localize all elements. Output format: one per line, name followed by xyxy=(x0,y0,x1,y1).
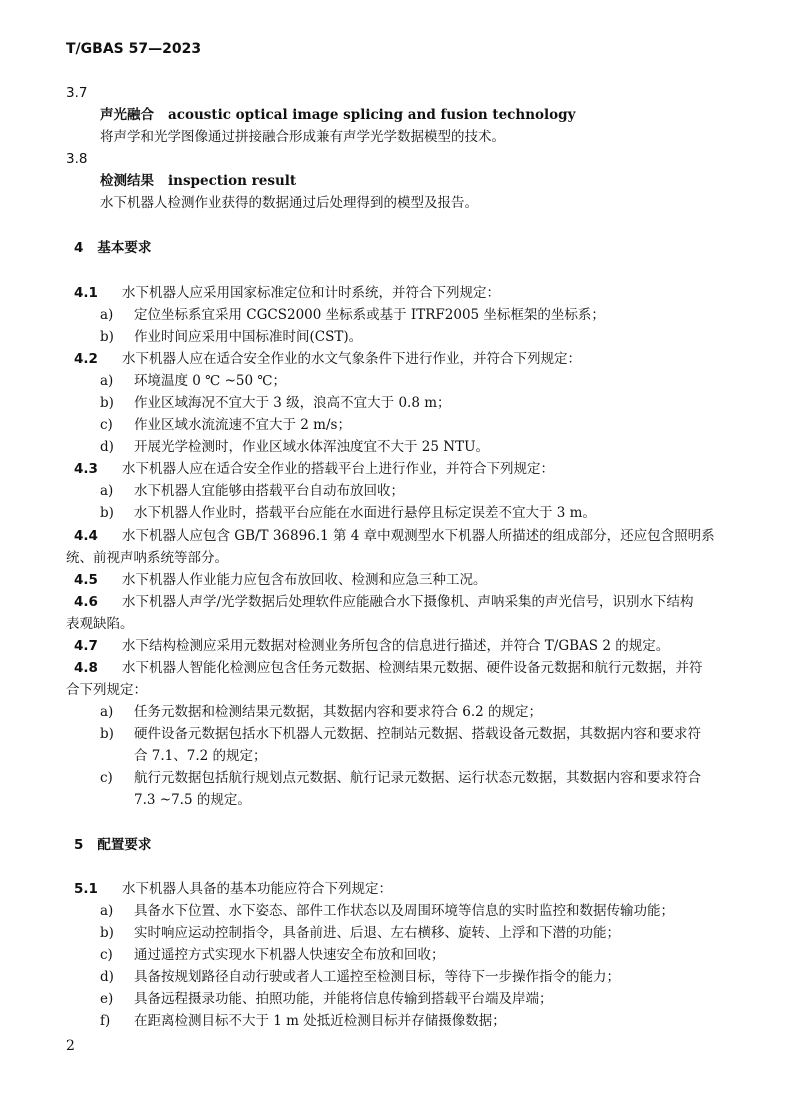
list-item-continuation: 合 7.1、7.2 的规定； xyxy=(134,748,267,764)
list-item: a) 环境温度 0 ℃ ~50 ℃； xyxy=(100,373,286,389)
clause-3-8-term-line xyxy=(100,172,296,190)
clause-4-8 xyxy=(74,659,703,677)
clause-text: 水下机器人作业能力应包含布放回收、检测和应急三种工况。 xyxy=(122,572,487,588)
clause-text: 水下机器人应包含 GB/T 36896.1 第 4 章中观测型水下机器人所描述的组成部分，还应包含照明系 xyxy=(122,528,715,544)
list-item: b) 实时响应运动控制指令，具备前进、后退、左右横移、旋转、上浮和下潜的功能； xyxy=(100,925,620,941)
clause-text: 水下机器人应在适合安全作业的搭载平台上进行作业，并符合下列规定： xyxy=(122,461,554,477)
clause-3-7-definition: 将声学和光学图像通过拼接融合形成兼有声学光学数据模型的技术。 xyxy=(100,129,505,145)
clause-3-8-definition: 水下机器人检测作业获得的数据通过后处理得到的模型及报告。 xyxy=(100,195,478,211)
clause-4-6-continuation: 表观缺陷。 xyxy=(66,616,134,632)
clause-text: 水下机器人具备的基本功能应符合下列规定： xyxy=(122,881,392,897)
clause-4-4-continuation: 统、前视声呐系统等部分。 xyxy=(66,550,228,566)
clause-number: 4.1 xyxy=(74,285,98,301)
term-zh: 声光融合 xyxy=(100,107,154,123)
clause-number: 4.7 xyxy=(74,638,98,654)
list-item: e) 具备远程摄录功能、拍照功能，并能将信息传输到搭载平台端及岸端； xyxy=(100,991,553,1007)
document-id-header: T/GBAS 57—2023 xyxy=(66,41,202,57)
clause-number: 4.2 xyxy=(74,351,98,367)
clause-text: 水下机器人应在适合安全作业的水文气象条件下进行作业，并符合下列规定： xyxy=(122,351,581,367)
list-item: c) 航行元数据包括航行规划点元数据、航行记录元数据、运行状态元数据，其数据内容和要求符合 xyxy=(100,770,701,786)
clause-4-1 xyxy=(74,284,500,302)
clause-4-4 xyxy=(74,527,715,545)
list-item: b) 水下机器人作业时，搭载平台应能在水面进行悬停且标定误差不宜大于 3 m。 xyxy=(100,505,596,521)
list-item: d) 具备按规划路径自动行驶或者人工遥控至检测目标，等待下一步操作指令的能力； xyxy=(100,969,620,985)
clause-4-5 xyxy=(74,571,487,589)
list-item: f) 在距离检测目标不大于 1 m 处抵近检测目标并存储摄像数据； xyxy=(100,1013,506,1029)
chapter-title: 配置要求 xyxy=(97,837,152,853)
clause-text: 水下机器人声学/光学数据后处理软件应能融合水下摄像机、声呐采集的声光信号，识别水下结构 xyxy=(122,594,694,610)
clause-number: 4.5 xyxy=(74,572,98,588)
clause-text: 水下结构检测应采用元数据对检测业务所包含的信息进行描述，并符合 T/GBAS 2 的规定。 xyxy=(122,638,670,654)
clause-number: 5.1 xyxy=(74,881,98,897)
list-item: b) 作业区域海况不宜大于 3 级，浪高不宜大于 0.8 m； xyxy=(100,395,451,411)
list-item: a) 定位坐标系宜采用 CGCS2000 坐标系或基于 ITRF2005 坐标框架的坐标系； xyxy=(100,307,605,323)
clause-4-2 xyxy=(74,350,581,368)
clause-3-7-number: 3.7 xyxy=(66,85,88,101)
clause-3-7-term-line xyxy=(100,106,575,124)
clause-number: 4.8 xyxy=(74,660,98,676)
clause-4-3 xyxy=(74,460,554,478)
clause-4-7 xyxy=(74,637,669,655)
list-item: d) 开展光学检测时，作业区域水体浑浊度宜不大于 25 NTU。 xyxy=(100,439,489,455)
clause-3-8-number: 3.8 xyxy=(66,151,88,167)
chapter-5-heading xyxy=(74,836,151,854)
chapter-4-heading xyxy=(74,239,151,257)
list-item: a) 具备水下位置、水下姿态、部件工作状态以及周围环境等信息的实时监控和数据传输功能； xyxy=(100,903,674,919)
clause-4-6 xyxy=(74,593,694,611)
clause-number: 4.6 xyxy=(74,594,98,610)
list-item-continuation: 7.3 ~7.5 的规定。 xyxy=(134,792,251,808)
chapter-number: 5 xyxy=(74,837,84,853)
list-item: a) 任务元数据和检测结果元数据，其数据内容和要求符合 6.2 的规定； xyxy=(100,704,543,720)
list-item: b) 作业时间应采用中国标准时间(CST)。 xyxy=(100,329,363,345)
chapter-title: 基本要求 xyxy=(97,240,152,256)
term-en: inspection result xyxy=(168,173,297,189)
clause-4-8-continuation: 合下列规定： xyxy=(66,682,147,698)
clause-number: 4.3 xyxy=(74,461,98,477)
clause-text: 水下机器人智能化检测应包含任务元数据、检测结果元数据、硬件设备元数据和航行元数据，并符 xyxy=(122,660,703,676)
term-en: acoustic optical image splicing and fusion technology xyxy=(168,107,576,123)
list-item: b) 硬件设备元数据包括水下机器人元数据、控制站元数据、搭载设备元数据，其数据内容和要求符 xyxy=(100,726,701,742)
chapter-number: 4 xyxy=(74,240,84,256)
clause-text: 水下机器人应采用国家标准定位和计时系统，并符合下列规定： xyxy=(122,285,500,301)
clause-number: 4.4 xyxy=(74,528,98,544)
clause-5-1 xyxy=(74,880,392,898)
list-item: a) 水下机器人宜能够由搭载平台自动布放回收； xyxy=(100,483,404,499)
term-zh: 检测结果 xyxy=(100,173,154,189)
list-item: c) 作业区域水流流速不宜大于 2 m/s； xyxy=(100,417,351,433)
page-number: 2 xyxy=(66,1038,75,1054)
list-item: c) 通过遥控方式实现水下机器人快速安全布放和回收； xyxy=(100,947,445,963)
